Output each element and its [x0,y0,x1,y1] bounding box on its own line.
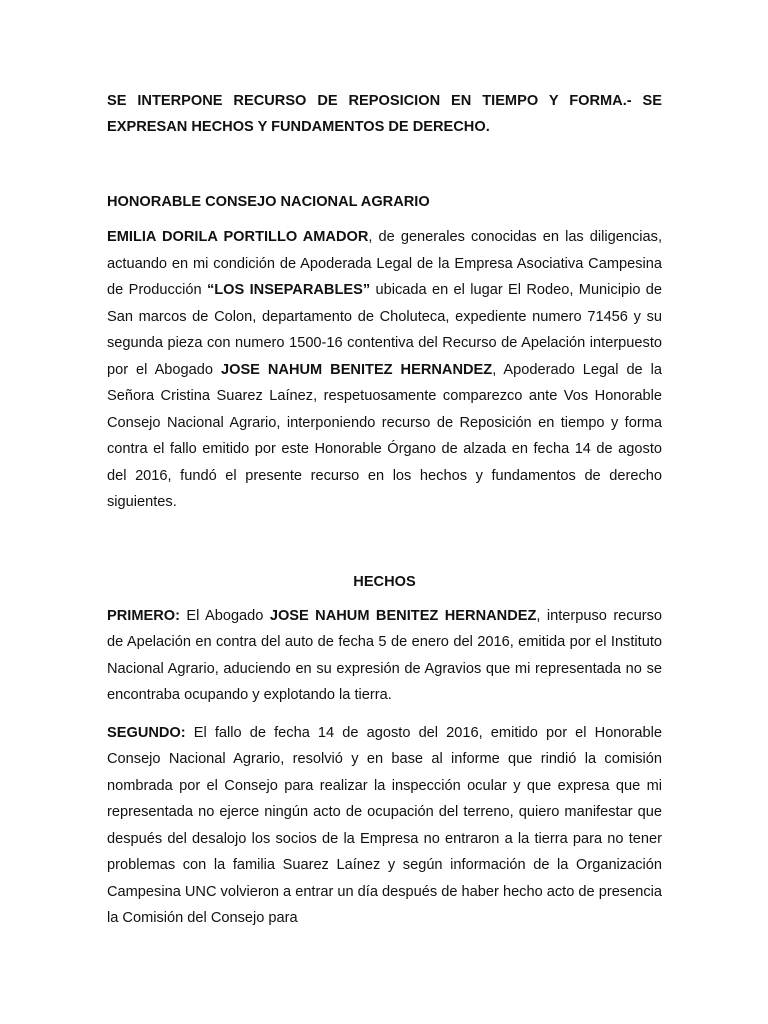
fact-text-1: El fallo de fecha 14 de agosto del 2016, emitido por el Honorable Consejo Nacional Agrario, resolvió y en base al informe que rindió la comisión nombrada por el Consejo para realizar la inspección ocular y que expresa que mi representada no ejerce ningún acto de ocupación del terreno, quiero manifestar que después del desalojo los socios de la Empresa no entraron a la tierra para no tener problemas con la familia Suarez Laínez y según información de la Organización Campesina UNC volvieron a entrar un día después de haber hecho acto de presencia la Comisión del Consejo para [107,724,662,926]
fact-text-1: El Abogado [179,607,270,624]
addressee: HONORABLE CONSEJO NACIONAL AGRARIO [107,194,430,210]
section-title-hechos: HECHOS [353,573,416,590]
fact-label: SEGUNDO: [107,724,186,741]
fact-segundo [107,720,662,932]
fact-text-2: , interpuso recurso de Apelación en contra del auto de fecha 5 de enero del 2016, emitida por el Instituto Nacional Agrario, aduciendo en su expresión de Agravios que mi representada no se encontraba ocupando y explotando la tierra. [107,607,662,703]
fact-label: PRIMERO: [107,607,180,624]
intro-text-2: ubicada en el lugar El Rodeo, Municipio de San marcos de Colon, departamento de Choluteca, expediente numero 71456 y su segunda pieza con numero 1500-16 contentiva del Recurso de Apelación interpuesto por el Abogado [107,282,663,378]
document-heading [107,88,662,140]
intro-text-1: , de generales conocidas en las diligencias, actuando en mi condición de Apoderada Legal de la Empresa Asociativa Campesina de Producción [107,229,662,298]
heading-line-2: EXPRESAN HECHOS Y FUNDAMENTOS DE DERECHO. [107,119,490,135]
document-page [107,88,662,932]
company-name: “LOS INSEPARABLES” [206,282,371,298]
intro-paragraph [107,224,662,516]
fact-primero [107,603,662,709]
lawyer-name: JOSE NAHUM BENITEZ HERNANDEZ [220,361,493,378]
appellant-name: EMILIA DORILA PORTILLO AMADOR [107,229,369,245]
intro-text-3: , Apoderado Legal de la Señora Cristina Suarez Laínez, respetuosamente comparezco ante Vos Honorable Consejo Nacional Agrario, interponiendo recurso de Reposición en tiempo y forma contra el fallo emitido por este Honorable Órgano de alzada en fecha 14 de agosto del 2016, fundó el presente recurso en los hechos y fundamentos de derecho siguientes. [107,361,662,510]
heading-line-1: SE INTERPONE RECURSO DE REPOSICION EN TIEMPO Y FORMA.- SE [107,93,662,109]
fact-bold-name: JOSE NAHUM BENITEZ HERNANDEZ [269,607,537,624]
